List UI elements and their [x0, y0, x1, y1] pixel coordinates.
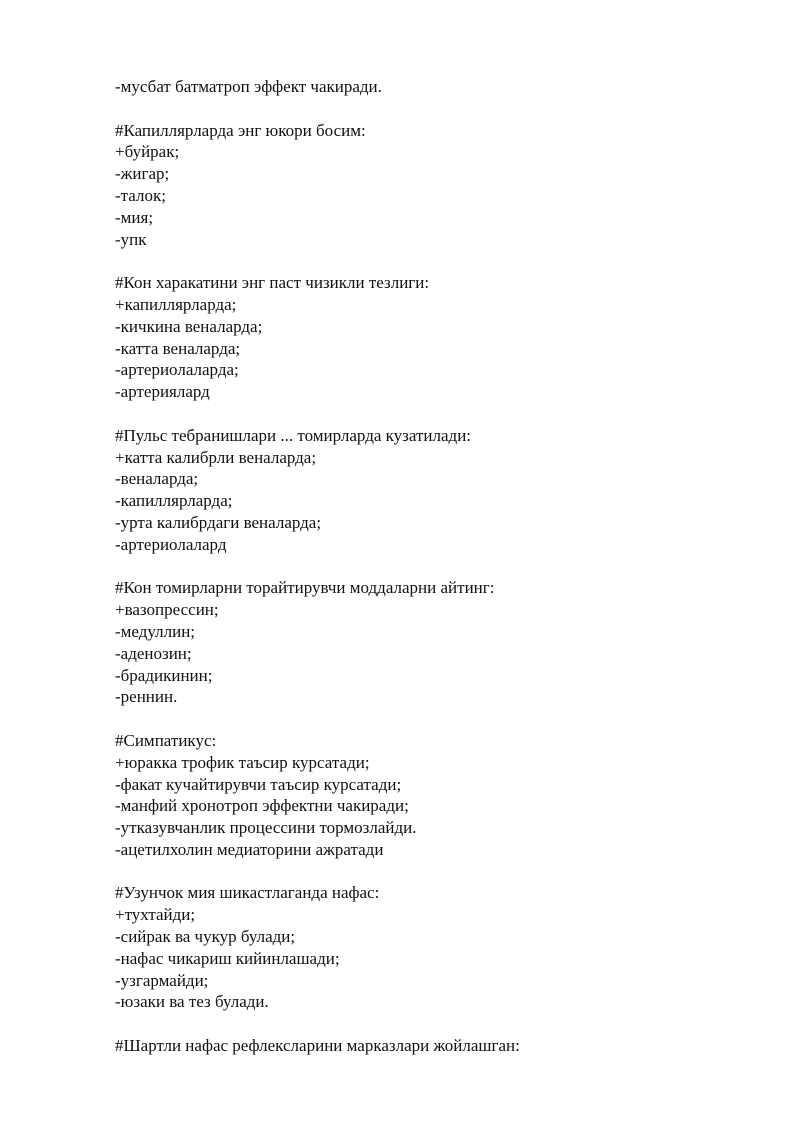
- answer-line: -узгармайди;: [115, 970, 209, 990]
- paragraph-gap: [115, 556, 755, 578]
- answer-line: -ацетилхолин медиаторини ажратади: [115, 839, 384, 859]
- paragraph-gap: [115, 403, 755, 425]
- paragraph-gap: [115, 98, 755, 120]
- question-line: #Капиллярларда энг юкори босим:: [115, 120, 366, 140]
- answer-line: -нафас чикариш кийинлашади;: [115, 948, 340, 968]
- answer-line: -жигар;: [115, 164, 170, 184]
- answer-line: -манфий хронотроп эффектни чакиради;: [115, 796, 409, 816]
- answer-line: +тухтайди;: [115, 905, 196, 925]
- answer-line: -артериолалард: [115, 534, 227, 554]
- answer-line: -веналарда;: [115, 469, 199, 489]
- question-line: #Кон харакатини энг паст чизикли тезлиги:: [115, 273, 430, 293]
- paragraph-gap: [115, 861, 755, 883]
- answer-line: -юзаки ва тез булади.: [115, 992, 269, 1012]
- paragraph-gap: [115, 1013, 755, 1035]
- answer-line: +катта калибрли веналарда;: [115, 447, 317, 467]
- answer-line: -катта веналарда;: [115, 338, 241, 358]
- answer-line: -медуллин;: [115, 621, 196, 641]
- document-content: [115, 76, 755, 1057]
- paragraph-gap: [115, 250, 755, 272]
- answer-line: +капиллярларда;: [115, 294, 237, 314]
- answer-line: +вазопрессин;: [115, 600, 219, 620]
- answer-line: -аденозин;: [115, 643, 192, 663]
- answer-line: -урта калибрдаги веналарда;: [115, 512, 322, 532]
- answer-line: -реннин.: [115, 687, 178, 707]
- answer-line: -факат кучайтирувчи таъсир курсатади;: [115, 774, 402, 794]
- answer-line: -брадикинин;: [115, 665, 213, 685]
- answer-line: -утказувчанлик процессини тормозлайди.: [115, 818, 417, 838]
- answer-line: -сийрак ва чукур булади;: [115, 927, 296, 947]
- question-line: #Узунчок мия шикастлаганда нафас:: [115, 883, 380, 903]
- question-line: #Кон томирларни торайтирувчи моддаларни айтинг:: [115, 578, 495, 598]
- answer-line: -капиллярларда;: [115, 491, 233, 511]
- lead-answer-line: -мусбат батматроп эффект чакиради.: [115, 77, 382, 96]
- answer-line: -кичкина веналарда;: [115, 316, 263, 336]
- paragraph-gap: [115, 708, 755, 730]
- answer-line: +буйрак;: [115, 142, 180, 162]
- question-line: #Пульс тебранишлари ... томирларда кузатилади:: [115, 425, 472, 445]
- answer-line: -упк: [115, 229, 147, 249]
- question-line: #Шартли нафас рефлексларини марказлари жойлашган:: [115, 1036, 520, 1056]
- answer-line: -талок;: [115, 185, 166, 205]
- answer-line: -мия;: [115, 207, 154, 227]
- answer-line: +юракка трофик таъсир курсатади;: [115, 752, 370, 772]
- answer-line: -артериолаларда;: [115, 360, 239, 380]
- question-line: #Симпатикус:: [115, 730, 217, 750]
- answer-line: -артериялард: [115, 382, 210, 402]
